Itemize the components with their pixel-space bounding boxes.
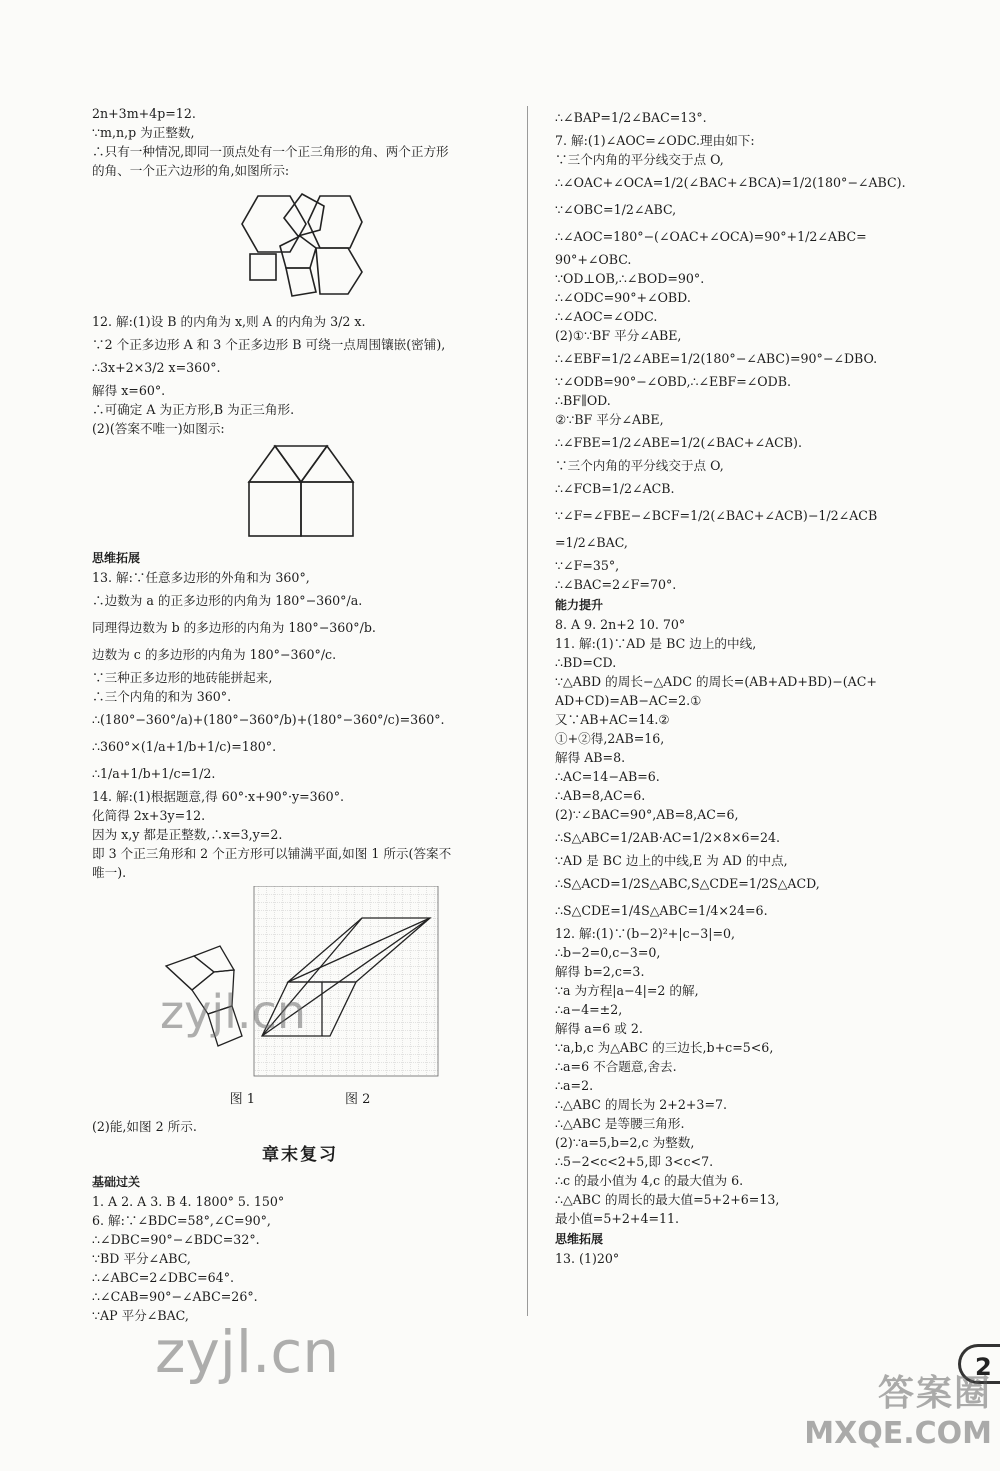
text-line: 因为 x,y 都是正整数,∴x=3,y=2. bbox=[92, 827, 283, 842]
text-line: 即 3 个正三角形和 2 个正方形可以铺满平面,如图 1 所示(答案不 bbox=[92, 846, 452, 861]
text-line: 边数为 c 的多边形的内角为 180°−360°/c. bbox=[92, 647, 337, 662]
hexagon-tiling-figure bbox=[240, 184, 508, 304]
stamp-url: MXQE.COM bbox=[804, 1416, 992, 1451]
page-number-badge: 2 bbox=[958, 1344, 1000, 1384]
left-column bbox=[92, 104, 508, 1325]
figure-captions bbox=[92, 1090, 508, 1109]
section-jichu-guoguan: 基础过关 bbox=[92, 1175, 141, 1189]
section-siwei-tuozhan: 思维拓展 bbox=[92, 551, 141, 565]
text-line: ∴360°×(1/a+1/b+1/c)=180°. bbox=[92, 739, 277, 754]
text-line: ∴BF∥OD. bbox=[555, 393, 611, 408]
text-line: 又∵AB+AC=14.② bbox=[555, 712, 670, 727]
text-line: ∵AD 是 BC 边上的中线,E 为 AD 的中点, bbox=[555, 853, 788, 868]
text-line: 14. 解:(1)根据题意,得 60°·x+90°·y=360°. bbox=[92, 789, 344, 804]
text-line: ∵三个内角的平分线交于点 O, bbox=[555, 152, 724, 167]
text-line: ∵a 为方程|a−4|=2 的解, bbox=[555, 983, 699, 998]
text-line: ∴∠AOC=180°−(∠OAC+∠OCA)=90°+1/2∠ABC= bbox=[555, 229, 867, 244]
left-block-5 bbox=[92, 1192, 508, 1325]
watermark-bottom: zyjl.cn bbox=[155, 1318, 340, 1386]
right-column bbox=[555, 104, 967, 1268]
text-line: ∴a=2. bbox=[555, 1078, 594, 1093]
text-line: 解得 x=60°. bbox=[92, 383, 166, 398]
text-line: ∵a,b,c 为△ABC 的三边长,b+c=5<6, bbox=[555, 1040, 774, 1055]
text-line: =1/2∠BAC, bbox=[555, 535, 628, 550]
text-line: 8. A 9. 2n+2 10. 70° bbox=[555, 617, 686, 632]
text-line: 13. 解:∵任意多边形的外角和为 360°, bbox=[92, 570, 310, 585]
text-line: ∴∠AOC=∠ODC. bbox=[555, 309, 658, 324]
text-line: ∵OD⊥OB,∴∠BOD=90°. bbox=[555, 271, 705, 286]
text-line: ∵m,n,p 为正整数, bbox=[92, 125, 195, 140]
text-line: ∵三种正多边形的地砖能拼起来, bbox=[92, 670, 273, 685]
text-line: 2n+3m+4p=12. bbox=[92, 106, 196, 121]
text-line: 同理得边数为 b 的多边形的内角为 180°−360°/b. bbox=[92, 620, 376, 635]
left-block-3 bbox=[92, 568, 508, 882]
text-line: 解得 AB=8. bbox=[555, 750, 626, 765]
section-siwei-tuozhan-2: 思维拓展 bbox=[555, 1232, 604, 1246]
figure-1-label: 图 1 bbox=[229, 1092, 255, 1107]
stamp-logo: 答案圈 bbox=[877, 1373, 992, 1414]
text-line: 12. 解:(1)设 B 的内角为 x,则 A 的内角为 3/2 x. bbox=[92, 314, 366, 329]
text-line: 最小值=5+2+4=11. bbox=[555, 1211, 680, 1226]
text-line: 7. 解:(1)∠AOC=∠ODC.理由如下: bbox=[555, 133, 755, 148]
text-line: ∴1/a+1/b+1/c=1/2. bbox=[92, 766, 216, 781]
text-line: ∵△ABD 的周长−△ADC 的周长=(AB+AD+BD)−(AC+ bbox=[555, 674, 877, 689]
text-line: ∴△ABC 的周长的最大值=5+2+6=13, bbox=[555, 1192, 780, 1207]
text-line: ∴∠BAP=1/2∠BAC=13°. bbox=[555, 110, 707, 125]
left-block-1 bbox=[92, 104, 508, 180]
text-line: (2)①∵BF 平分∠ABE, bbox=[555, 328, 682, 343]
text-line: ∴a=6 不合题意,舍去. bbox=[555, 1059, 677, 1074]
text-line: ∴∠CAB=90°−∠ABC=26°. bbox=[92, 1289, 258, 1304]
text-line: ∴∠ABC=2∠DBC=64°. bbox=[92, 1270, 234, 1285]
text-line: ∴△ABC 的周长为 2+2+3=7. bbox=[555, 1097, 728, 1112]
text-line: ∴只有一种情况,即同一顶点处有一个正三角形的角、两个正方形 bbox=[92, 144, 449, 159]
text-line: 13. (1)20° bbox=[555, 1251, 620, 1266]
text-line: 唯一). bbox=[92, 865, 127, 880]
text-line: ∴BD=CD. bbox=[555, 655, 617, 670]
text-line: 90°+∠OBC. bbox=[555, 252, 632, 267]
text-line: ∴∠BAC=2∠F=70°. bbox=[555, 577, 677, 592]
text-line: ∴S△ABC=1/2AB·AC=1/2×8×6=24. bbox=[555, 830, 780, 845]
text-line: ∴△ABC 是等腰三角形. bbox=[555, 1116, 685, 1131]
chapter-review-title: 章末复习 bbox=[262, 1145, 338, 1165]
text-line: ∴a−4=±2, bbox=[555, 1002, 623, 1017]
text-line: ∴边数为 a 的正多边形的内角为 180°−360°/a. bbox=[92, 593, 363, 608]
text-line: ∵BD 平分∠ABC, bbox=[92, 1251, 191, 1266]
column-divider bbox=[527, 106, 528, 1316]
figure-2-label: 图 2 bbox=[345, 1092, 371, 1107]
text-line: ∴∠OAC+∠OCA=1/2(∠BAC+∠BCA)=1/2(180°−∠ABC). bbox=[555, 175, 906, 190]
text-line: ∵∠ODB=90°−∠OBD,∴∠EBF=∠ODB. bbox=[555, 374, 791, 389]
text-line: ∴AB=8,AC=6. bbox=[555, 788, 646, 803]
text-line: ∴AC=14−AB=6. bbox=[555, 769, 660, 784]
text-line: ∵AP 平分∠BAC, bbox=[92, 1308, 189, 1323]
text-line: (2)能,如图 2 所示. bbox=[92, 1119, 197, 1134]
text-line: ∴3x+2×3/2 x=360°. bbox=[92, 360, 221, 375]
text-line: 的角、一个正六边形的角,如图所示: bbox=[92, 163, 290, 178]
text-line: ∴三个内角的和为 360°. bbox=[92, 689, 232, 704]
text-line: 1. A 2. A 3. B 4. 1800° 5. 150° bbox=[92, 1194, 285, 1209]
text-line: ∴∠ODC=90°+∠OBD. bbox=[555, 290, 691, 305]
text-line: ①+②得,2AB=16, bbox=[555, 731, 665, 746]
text-line: ∵∠F=35°, bbox=[555, 558, 620, 573]
text-line: 解得 a=6 或 2. bbox=[555, 1021, 643, 1036]
text-line: ∴∠DBC=90°−∠BDC=32°. bbox=[92, 1232, 260, 1247]
section-nengli-tisheng: 能力提升 bbox=[555, 598, 604, 612]
text-line: 6. 解:∵∠BDC=58°,∠C=90°, bbox=[92, 1213, 271, 1228]
text-line: 12. 解:(1)∵(b−2)²+|c−3|=0, bbox=[555, 926, 736, 941]
text-line: ∵∠F=∠FBE−∠BCF=1/2(∠BAC+∠ACB)−1/2∠ACB bbox=[555, 508, 878, 523]
text-line: ∴∠FBE=1/2∠ABE=1/2(∠BAC+∠ACB). bbox=[555, 435, 802, 450]
text-line: ∴S△CDE=1/4S△ABC=1/4×24=6. bbox=[555, 903, 768, 918]
right-block-2 bbox=[555, 615, 967, 1228]
text-line: 化简得 2x+3y=12. bbox=[92, 808, 206, 823]
text-line: ∴可确定 A 为正方形,B 为正三角形. bbox=[92, 402, 295, 417]
text-line: ∴c 的最小值为 4,c 的最大值为 6. bbox=[555, 1173, 744, 1188]
text-line: (2)∵a=5,b=2,c 为整数, bbox=[555, 1135, 695, 1150]
text-line: ∵2 个正多边形 A 和 3 个正多边形 B 可绕一点周围镶嵌(密铺), bbox=[92, 337, 446, 352]
text-line: (2)∵∠BAC=90°,AB=8,AC=6, bbox=[555, 807, 739, 822]
right-block-1 bbox=[555, 104, 967, 594]
text-line: ∴5−2<c<2+5,即 3<c<7. bbox=[555, 1154, 714, 1169]
left-block-4 bbox=[92, 1117, 508, 1136]
right-block-3 bbox=[555, 1249, 967, 1268]
text-line: ∵三个内角的平分线交于点 O, bbox=[555, 458, 724, 473]
text-line: ∴∠FCB=1/2∠ACB. bbox=[555, 481, 675, 496]
text-line: ∵∠OBC=1/2∠ABC, bbox=[555, 202, 677, 217]
text-line: ∴b−2=0,c−3=0, bbox=[555, 945, 661, 960]
watermark-mid: zyjl.cn bbox=[160, 985, 306, 1039]
text-line: ②∵BF 平分∠ABE, bbox=[555, 412, 664, 427]
text-line: ∴∠EBF=1/2∠ABE=1/2(180°−∠ABC)=90°−∠DBO. bbox=[555, 351, 878, 366]
text-line: AD+CD)=AB−AC=2.① bbox=[555, 693, 702, 708]
text-line: ∴(180°−360°/a)+(180°−360°/b)+(180°−360°/c)=360°. bbox=[92, 712, 445, 727]
text-line: ∴S△ACD=1/2S△ABC,S△CDE=1/2S△ACD, bbox=[555, 876, 820, 891]
left-block-2 bbox=[92, 308, 508, 438]
house-tiling-figure bbox=[247, 442, 508, 545]
text-line: (2)(答案不唯一)如图示: bbox=[92, 421, 225, 436]
text-line: 11. 解:(1)∵AD 是 BC 边上的中线, bbox=[555, 636, 757, 651]
site-stamp bbox=[804, 1365, 992, 1451]
text-line: 解得 b=2,c=3. bbox=[555, 964, 645, 979]
